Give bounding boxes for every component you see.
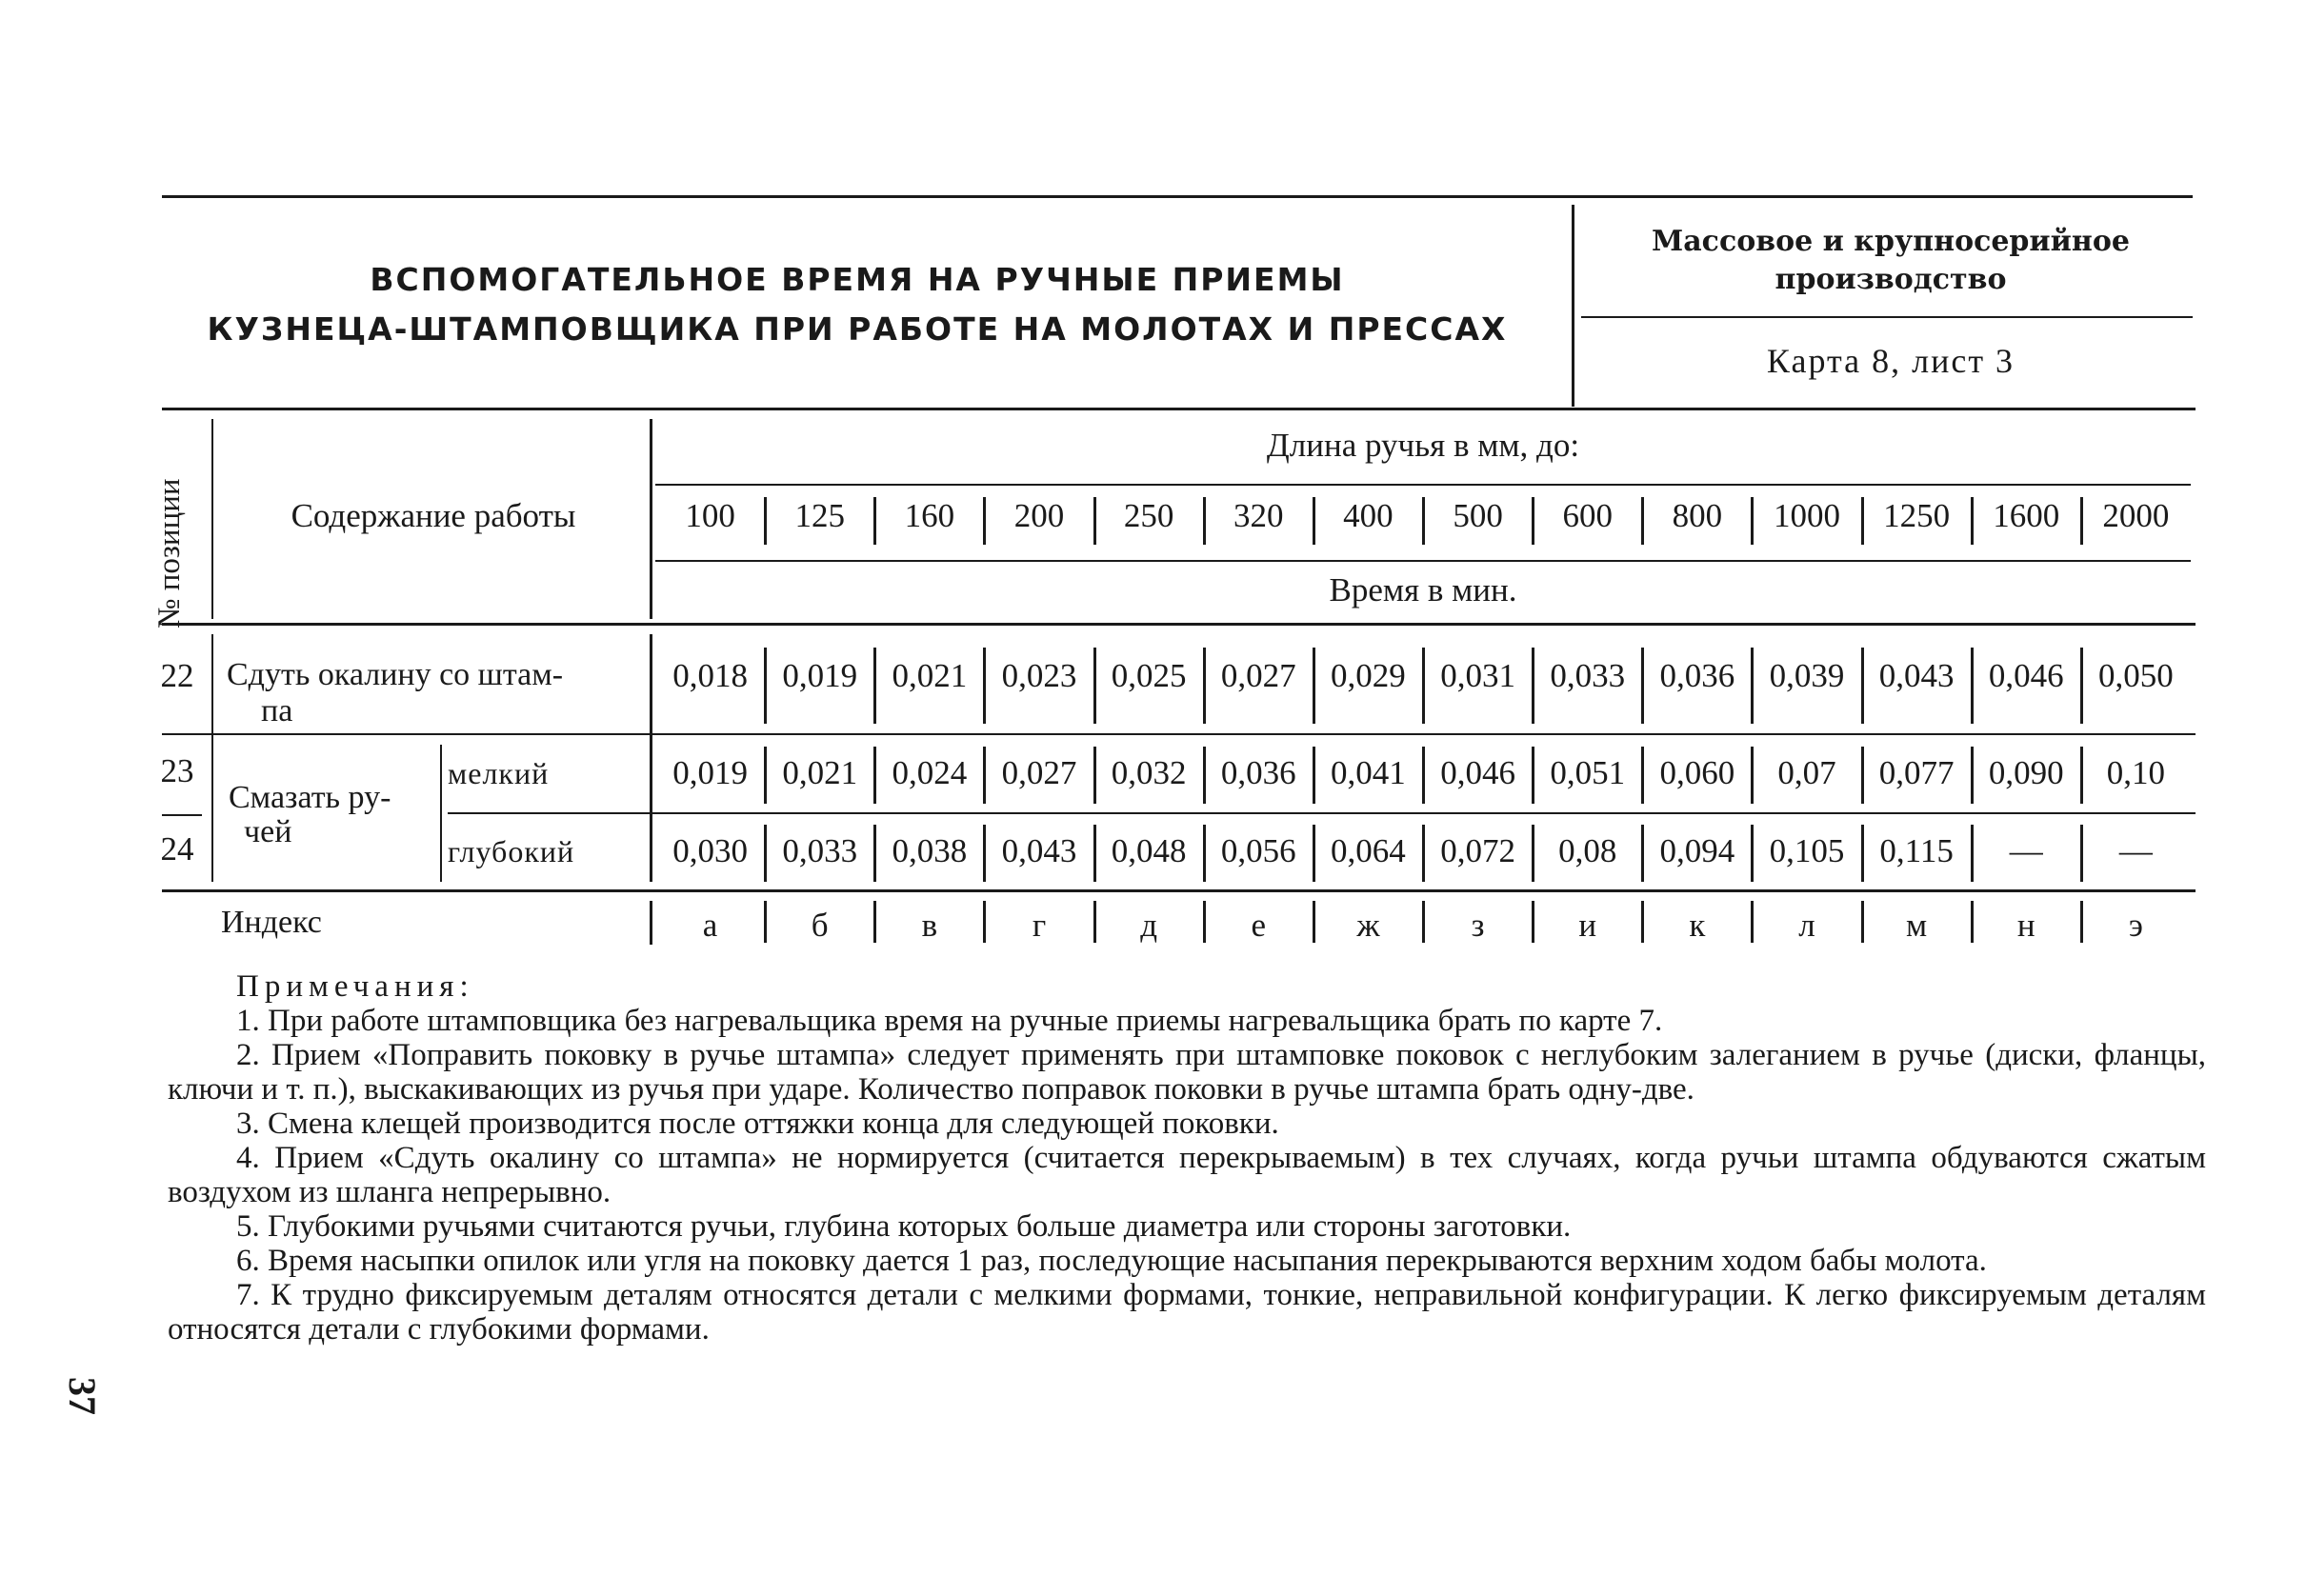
- index-cell-12: н: [2016, 907, 2035, 944]
- header-bottom-rule: [162, 623, 2196, 626]
- column-separator: [764, 747, 767, 804]
- column-separator: [1971, 825, 1974, 882]
- header-divider: [1572, 205, 1574, 407]
- cell-r24-c2: 0,038: [892, 832, 968, 869]
- column-header-250: 250: [1123, 497, 1174, 534]
- row-num-24: 24: [160, 830, 194, 868]
- index-cell-7: з: [1471, 907, 1485, 944]
- cell-r22-c13: 0,050: [2098, 657, 2174, 694]
- column-separator: [764, 825, 767, 882]
- index-cell-9: к: [1689, 907, 1706, 944]
- length-header: Длина ручья в мм, до:: [1266, 427, 1580, 464]
- column-header-500: 500: [1453, 497, 1503, 534]
- index-cell-11: м: [1906, 907, 1928, 944]
- index-cell-2: в: [921, 907, 938, 944]
- row-num-22: 22: [160, 657, 194, 694]
- column-separator: [1751, 825, 1754, 882]
- column-separator: [1861, 497, 1864, 545]
- column-separator: [873, 747, 876, 804]
- column-separator: [1313, 747, 1315, 804]
- note-item-5: 5. Глубокими ручьями считаются ручьи, глубина которых больше диаметра или стороны заготовки.: [236, 1209, 1572, 1244]
- column-separator: [983, 901, 986, 943]
- sublabel-divider: [440, 745, 442, 882]
- column-separator: [1422, 901, 1425, 943]
- cell-r24-c4: 0,048: [1111, 832, 1187, 869]
- group-label-line-1: Смазать ру-: [229, 780, 391, 815]
- cell-r24-c11: 0,115: [1879, 832, 1954, 869]
- column-header-160: 160: [904, 497, 955, 534]
- cell-r24-c5: 0,056: [1220, 832, 1296, 869]
- column-header-1250: 1250: [1883, 497, 1951, 534]
- cell-r24-c7: 0,072: [1440, 832, 1515, 869]
- column-separator: [2080, 497, 2083, 545]
- index-cell-4: д: [1140, 907, 1158, 944]
- num-col-divider-body: [211, 634, 213, 882]
- index-label: Индекс: [221, 905, 322, 940]
- row-23-num-rule: [162, 814, 202, 816]
- row-label-22: [227, 657, 646, 729]
- cell-r22-c2: 0,021: [892, 657, 968, 694]
- title-line-2: КУЗНЕЦА-ШТАМПОВЩИКА ПРИ РАБОТЕ НА МОЛОТАХ И ПРЕССАХ: [207, 310, 1508, 348]
- cell-r23-c2: 0,024: [892, 754, 968, 791]
- cell-r23-c4: 0,032: [1111, 754, 1187, 791]
- column-separator: [1641, 747, 1644, 804]
- column-separator: [1861, 648, 1864, 724]
- cell-r23-c7: 0,046: [1440, 754, 1515, 791]
- column-header-400: 400: [1343, 497, 1394, 534]
- notes-section: [168, 969, 2206, 1347]
- group-label-line-2: чей: [244, 814, 292, 849]
- content-col-divider-body: [650, 634, 652, 882]
- column-header-100: 100: [685, 497, 735, 534]
- cell-r24-c9: 0,094: [1659, 832, 1735, 869]
- table-top-rule: [162, 408, 2196, 410]
- column-separator: [1971, 497, 1974, 545]
- column-separator: [1093, 747, 1096, 804]
- cell-r22-c7: 0,031: [1440, 657, 1515, 694]
- column-header-800: 800: [1672, 497, 1723, 534]
- column-separator: [1641, 901, 1644, 943]
- page-number: 37: [61, 1377, 104, 1415]
- cell-r22-c11: 0,043: [1878, 657, 1955, 694]
- column-separator: [983, 497, 986, 545]
- index-cell-6: ж: [1356, 907, 1380, 944]
- index-cell-10: л: [1798, 907, 1815, 944]
- cell-r23-c5: 0,036: [1220, 754, 1296, 791]
- column-separator: [1751, 901, 1754, 943]
- index-cell-3: г: [1032, 907, 1047, 944]
- column-separator: [983, 825, 986, 882]
- cell-r24-c0: 0,030: [672, 832, 748, 869]
- column-separator: [1641, 497, 1644, 545]
- column-separator: [1751, 747, 1754, 804]
- cell-r23-c11: 0,077: [1878, 754, 1955, 791]
- column-separator: [1313, 825, 1315, 882]
- page-title: [162, 255, 1553, 354]
- column-separator: [1641, 825, 1644, 882]
- cell-r23-c12: 0,090: [1988, 754, 2064, 791]
- column-separator: [1203, 901, 1206, 943]
- column-separator: [1532, 825, 1534, 882]
- column-separator: [1751, 497, 1754, 545]
- cell-r23-c3: 0,027: [1001, 754, 1077, 791]
- length-header-rule: [655, 484, 2191, 486]
- column-separator: [1861, 825, 1864, 882]
- column-separator: [1971, 901, 1974, 943]
- note-item-7: 7. К трудно фиксируемым деталям относятся детали с мелкими формами, тонкие, неправильной конфигурации. К легко фиксируемым деталям относятся детали с глубокими формами.: [168, 1278, 2206, 1347]
- note-item-2: 2. Прием «Поправить поковку в ручье штампа» следует применять при штамповке поковок с неглубоким залеганием в ручье (диски, фланцы, ключи и т. п.), выскакивающих из ручья при ударе. Количество поправок поковки в ручье штампа брать одну-две.: [168, 1038, 2206, 1107]
- cell-r23-c8: 0,051: [1550, 754, 1626, 791]
- header-top-rule: [162, 195, 2193, 198]
- cell-r22-c1: 0,019: [782, 657, 858, 694]
- columns-header-rule: [655, 560, 2191, 562]
- column-separator: [873, 901, 876, 943]
- column-separator: [1422, 648, 1425, 724]
- column-separator: [2080, 648, 2083, 724]
- column-separator: [873, 497, 876, 545]
- column-separator: [1313, 648, 1315, 724]
- cell-r22-c8: 0,033: [1550, 657, 1626, 694]
- row-23-bottom-rule: [448, 812, 2196, 814]
- column-header-200: 200: [1013, 497, 1065, 534]
- column-separator: [983, 648, 986, 724]
- column-separator: [1203, 825, 1206, 882]
- column-separator: [1532, 648, 1534, 724]
- column-separator: [1971, 648, 1974, 724]
- index-content-divider: [650, 901, 652, 945]
- cell-r22-c6: 0,029: [1331, 657, 1406, 694]
- column-separator: [1093, 497, 1096, 545]
- column-header-1600: 1600: [1993, 497, 2060, 534]
- column-header-1000: 1000: [1773, 497, 1840, 534]
- num-col-divider: [211, 419, 213, 619]
- column-header-600: 600: [1562, 497, 1613, 534]
- cell-r22-c4: 0,025: [1111, 657, 1187, 694]
- cell-r24-c8: 0,08: [1558, 832, 1617, 869]
- column-separator: [1313, 497, 1315, 545]
- column-header-125: 125: [794, 497, 845, 534]
- column-separator: [764, 648, 767, 724]
- note-item-3: 3. Смена клещей производится после оттяжки конца для следующей поковки.: [236, 1107, 1279, 1141]
- column-separator: [1532, 497, 1534, 545]
- column-separator: [764, 497, 767, 545]
- column-separator: [1093, 648, 1096, 724]
- cell-r23-c6: 0,041: [1331, 754, 1406, 791]
- column-separator: [1751, 648, 1754, 724]
- cell-r23-c9: 0,060: [1659, 754, 1735, 791]
- column-separator: [764, 901, 767, 943]
- note-item-6: 6. Время насыпки опилок или угля на поковку дается 1 раз, последующие насыпания перекрываются верхним ходом бабы молота.: [236, 1244, 1987, 1278]
- row-num-23: 23: [160, 752, 194, 789]
- column-separator: [2080, 901, 2083, 943]
- row-label-22-line-1: Сдуть окалину со штам-: [227, 657, 564, 692]
- production-line-1: Массовое и крупносерийное: [1652, 225, 2130, 258]
- column-separator: [1203, 497, 1206, 545]
- index-cell-0: а: [702, 907, 718, 944]
- column-separator: [1422, 825, 1425, 882]
- cell-r24-c10: 0,105: [1769, 832, 1845, 869]
- column-separator: [1093, 901, 1096, 943]
- cell-r22-c5: 0,027: [1220, 657, 1296, 694]
- cell-r23-c10: 0,07: [1777, 754, 1836, 791]
- column-separator: [1093, 825, 1096, 882]
- cell-r23-c13: 0,10: [2106, 754, 2166, 791]
- column-separator: [1532, 901, 1534, 943]
- row-22-bottom-rule: [162, 733, 2196, 735]
- cell-r24-c1: 0,033: [782, 832, 858, 869]
- content-header: Содержание работы: [291, 497, 576, 534]
- index-cell-1: б: [811, 907, 829, 944]
- group-label-lubricate: [229, 781, 438, 849]
- cell-r23-c1: 0,021: [782, 754, 858, 791]
- column-separator: [983, 747, 986, 804]
- cell-r22-c0: 0,018: [672, 657, 748, 694]
- cell-r24-c12: —: [2009, 832, 2043, 869]
- production-type: [1581, 223, 2200, 299]
- cell-r24-c3: 0,043: [1001, 832, 1077, 869]
- cell-r24-c6: 0,064: [1331, 832, 1406, 869]
- content-col-divider: [650, 419, 652, 619]
- index-cell-8: и: [1578, 907, 1597, 944]
- cell-r23-c0: 0,019: [672, 754, 748, 791]
- index-cell-13: э: [2128, 907, 2143, 944]
- column-separator: [1532, 747, 1534, 804]
- row-label-22-line-2: па: [261, 693, 293, 728]
- column-header-320: 320: [1233, 497, 1284, 534]
- sub-label-deep: глубокий: [448, 834, 575, 868]
- cell-r22-c12: 0,046: [1988, 657, 2064, 694]
- sub-label-shallow: мелкий: [448, 756, 550, 790]
- column-separator: [2080, 747, 2083, 804]
- column-separator: [1641, 648, 1644, 724]
- card-number: Карта 8, лист 3: [1766, 342, 2015, 380]
- cell-r24-c13: —: [2118, 832, 2153, 869]
- table-bottom-rule: [162, 889, 2196, 892]
- column-separator: [1422, 747, 1425, 804]
- note-item-4: 4. Прием «Сдуть окалину со штампа» не нормируется (считается перекрываемым) в тех случаях, когда ручьи штампа обдуваются сжатым воздухом из шланга непрерывно.: [168, 1141, 2206, 1209]
- time-header: Время в мин.: [1329, 571, 1517, 608]
- column-separator: [1861, 747, 1864, 804]
- column-separator: [1203, 747, 1206, 804]
- column-separator: [873, 648, 876, 724]
- column-separator: [1861, 901, 1864, 943]
- title-line-1: ВСПОМОГАТЕЛЬНОЕ ВРЕМЯ НА РУЧНЫЕ ПРИЕМЫ: [370, 261, 1345, 298]
- column-separator: [1313, 901, 1315, 943]
- note-item-1: 1. При работе штамповщика без нагревальщика время на ручные приемы нагревальщика брать по карте 7.: [236, 1004, 1663, 1038]
- column-separator: [1203, 648, 1206, 724]
- header-right-rule: [1581, 316, 2193, 318]
- cell-r22-c3: 0,023: [1001, 657, 1077, 694]
- column-header-2000: 2000: [2102, 497, 2170, 534]
- column-separator: [1971, 747, 1974, 804]
- column-separator: [1422, 497, 1425, 545]
- cell-r22-c9: 0,036: [1659, 657, 1735, 694]
- column-separator: [2080, 825, 2083, 882]
- notes-title: Примечания:: [236, 969, 474, 1004]
- index-cell-5: е: [1251, 907, 1267, 944]
- column-separator: [873, 825, 876, 882]
- production-line-2: производство: [1775, 263, 2007, 296]
- cell-r22-c10: 0,039: [1769, 657, 1845, 694]
